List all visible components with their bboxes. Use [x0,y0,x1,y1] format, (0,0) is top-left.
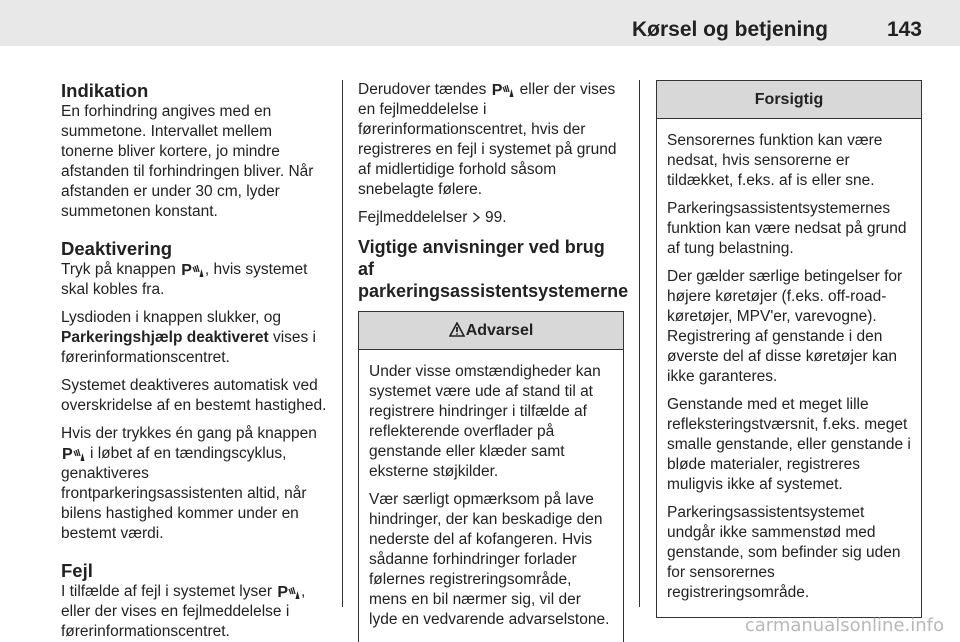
text: , hvis systemet skal kobles fra. [61,261,308,298]
warning-triangle-icon [449,314,465,352]
footer-watermark-logo: carmanualsonline.info [744,615,944,636]
section-heading-deaktivering: Deaktivering [61,238,173,259]
text: Tryk på knappen [61,261,176,278]
display-message-name: Parkeringshjælp deaktiveret [61,329,269,346]
caution-box-header: Forsigtig [657,81,921,119]
column-left [61,80,327,642]
park-assist-icon: P [181,263,204,278]
text: Derudover tændes [358,81,487,98]
paragraph: Genstande med et meget lille refleksteringstværsnit, f.eks. meget smalle genstande, eller genstande i bløde materialer, registreres muligvis ikke af systemet. [667,396,911,493]
warning-box-header [359,312,623,350]
paragraph: Sensorernes funktion kan være nedsat, hvis sensorerne er tildækket, f.eks. af is eller sne. [667,132,883,189]
section-heading-fejl: Fejl [61,560,93,581]
page-reference-arrow-icon [472,209,481,226]
warning-box [358,311,624,642]
paragraph: Parkeringsassistentsystemernes funktion kan være nedsat på grund af tung belastning. [667,200,907,257]
text: I tilfælde af fejl i systemet lyser [61,583,273,600]
text: eller der vises en fejlmeddelelse i førerinformationscentret, hvis der registreres en fejl i systemet på grund af midlertidige forhold såsom snebelagte følere. [358,81,617,198]
paragraph [358,80,624,200]
paragraph: En forhindring angives med en summetone. Intervallet mellem tonerne bliver kortere, jo mindre afstanden til forhindringen bliver. Når afstanden er under 30 cm, lyder summetonen konstant. [61,103,314,220]
park-assist-icon: P [62,447,85,462]
paragraph: Under visse omstændigheder kan systemet være ude af stand til at registrere hindringer i tilfælde af reflekterende overflader på genstande eller klæder samt eksterne støjkilder. [369,363,601,480]
park-assist-icon: P [492,83,515,98]
paragraph [61,424,327,544]
paragraph: Vær særligt opmærksom på lave hindringer, der kan beskadige den nederste del af kofangeren. Hvis sådanne forhindringer forlader følernes registreringsområde, mens en bil nærmer sig, vil der lyde en vedvarende advarselstone. [369,491,610,628]
warning-box-body [359,350,623,642]
text: vises i førerinformationscentret. [61,329,317,366]
text: Fejlmeddelelser [358,209,468,226]
paragraph [61,308,327,368]
paragraph: Parkeringsassistentsystemet undgår ikke sammenstød med genstande, som befinder sig uden for sensorernes registreringsområde. [667,504,901,601]
page-number: 143 [886,18,922,41]
text: Lysdioden i knappen slukker, og [61,309,282,326]
column-divider [342,80,343,607]
page-header-title: Kørsel og betjening [631,18,828,41]
column-divider [639,80,640,607]
paragraph [61,582,327,642]
paragraph: Systemet deaktiveres automatisk ved overskridelse af en bestemt hastighed. [61,377,327,414]
text: i løbet af en tændingscyklus, genaktiveres frontparkeringsassistenten altid, når bilens hastighed kommer under en bestemt værdi. [61,445,307,542]
park-assist-icon: P [277,585,300,600]
text: Hvis der trykkes én gang på knappen [61,425,317,442]
section-heading-vigtige-anvisninger: Vigtige anvisninger ved brug af parkeringsassistentsystemerne [358,237,629,301]
paragraph [358,208,624,228]
text: , eller der vises en fejlmeddelelse i førerinformationscentret. [61,583,306,640]
caution-box-body [657,119,921,617]
paragraph: Der gælder særlige betingelser for højere køretøjer (f.eks. off-road-køretøjer, MPV'er, varevogne). Registrering af genstande i den øverste del af disse køretøjer kan ikke garanteres. [667,268,903,385]
caution-box [656,80,922,618]
paragraph [61,260,327,300]
warning-box-title: Advarsel [465,322,534,339]
section-heading-indikation: Indikation [61,80,149,101]
column-middle [358,80,629,642]
column-right [656,80,922,618]
page-reference[interactable]: 99. [485,209,507,226]
